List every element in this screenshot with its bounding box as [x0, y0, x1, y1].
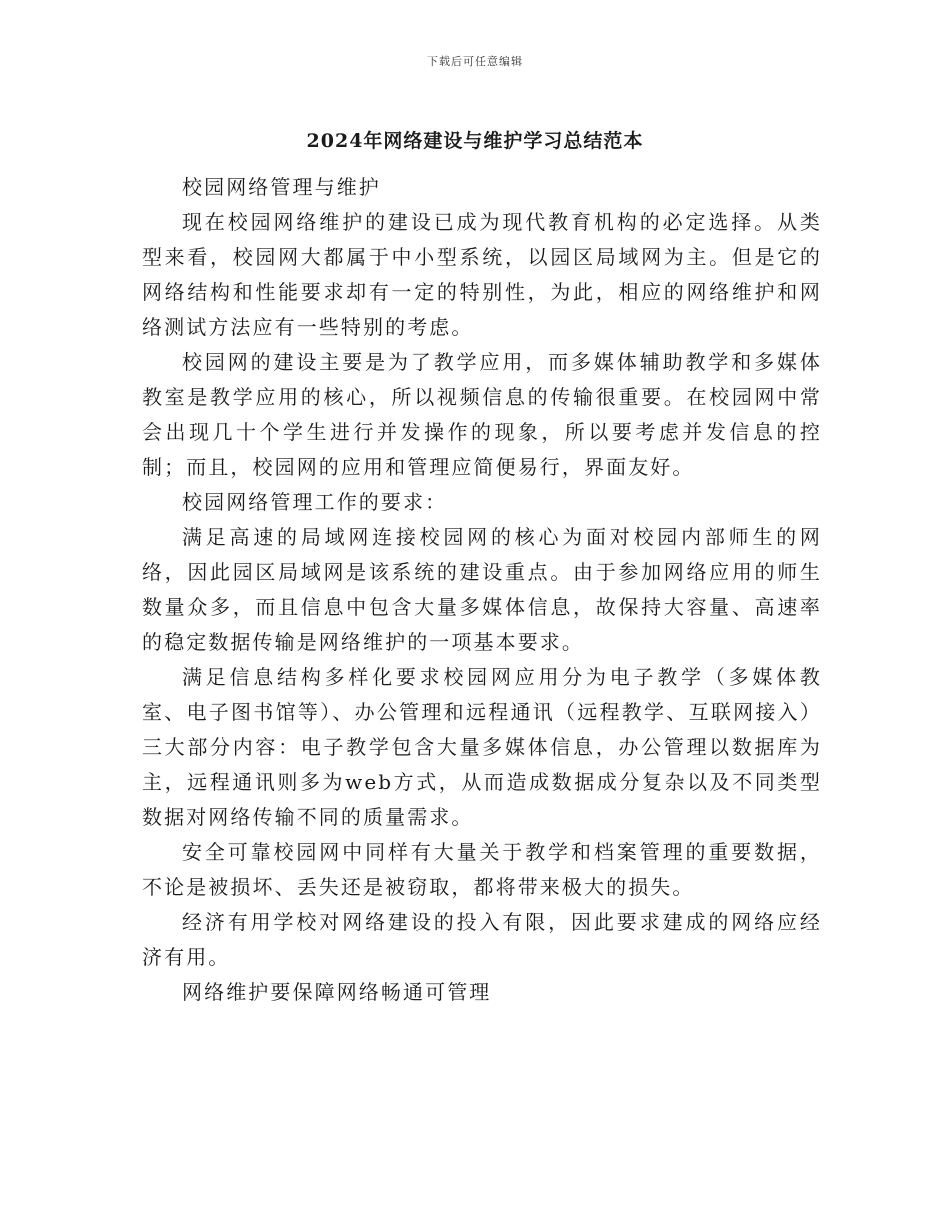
document-title: 2024年网络建设与维护学习总结范本 — [306, 130, 644, 152]
paragraph: 网络维护要保障网络畅通可管理 — [182, 980, 492, 1004]
paragraph: 满足高速的局域网连接校园网的核心为面对校园内部师生的网络，因此园区局域网是该系统的建设重点。由于参加网络应用的师生数量众多，而且信息中包含大量多媒体信息，故保持大容量、高速率的稳定数据传输是网络维护的一项基本要求。 — [142, 525, 822, 654]
paragraph: 安全可靠校园网中同样有大量关于教学和档案管理的重要数据，不论是被损坏、丢失还是被窃取，都将带来极大的损失。 — [142, 840, 822, 899]
paragraph: 满足信息结构多样化要求校园网应用分为电子教学（多媒体教室、电子图书馆等）、办公管理和远程通讯（远程教学、互联网接入）三大部分内容：电子教学包含大量多媒体信息，办公管理以数据库为主，远程通讯则多为web方式，从而造成数据成分复杂以及不同类型数据对网络传输不同的质量需求。 — [142, 665, 822, 829]
header-note: 下载后可任意编辑 — [427, 55, 523, 68]
paragraph: 经济有用学校对网络建设的投入有限，因此要求建成的网络应经济有用。 — [142, 910, 822, 969]
document-body — [142, 170, 822, 1010]
paragraph: 现在校园网络维护的建设已成为现代教育机构的必定选择。从类型来看，校园网大都属于中小型系统，以园区局域网为主。但是它的网络结构和性能要求却有一定的特别性，为此，相应的网络维护和网络测试方法应有一些特别的考虑。 — [142, 210, 822, 339]
paragraph: 校园网络管理工作的要求： — [182, 490, 448, 514]
paragraph: 校园网络管理与维护 — [182, 175, 381, 199]
paragraph: 校园网的建设主要是为了教学应用，而多媒体辅助教学和多媒体教室是教学应用的核心，所以视频信息的传输很重要。在校园网中常会出现几十个学生进行并发操作的现象，所以要考虑并发信息的控制；而且，校园网的应用和管理应简便易行，界面友好。 — [142, 350, 822, 479]
